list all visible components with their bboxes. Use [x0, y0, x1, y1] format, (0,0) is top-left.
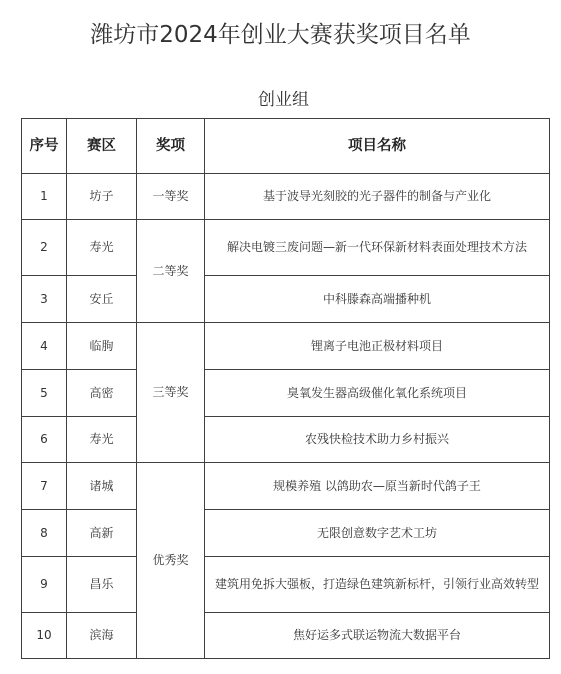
award-table — [21, 118, 550, 659]
header-award: 奖项 — [137, 119, 205, 174]
row-project: 无限创意数字艺术工坊 — [205, 510, 550, 557]
row-region: 滨海 — [67, 613, 137, 659]
row-project: 臭氧发生器高级催化氧化系统项目 — [205, 370, 550, 417]
row-region: 寿光 — [67, 220, 137, 276]
row-project: 农残快检技术助力乡村振兴 — [205, 417, 550, 463]
header-project: 项目名称 — [205, 119, 550, 174]
row-region: 临朐 — [67, 323, 137, 370]
table-row — [22, 613, 550, 659]
row-project: 基于波导光刻胶的光子器件的制备与产业化 — [205, 174, 550, 220]
row-region: 诸城 — [67, 463, 137, 510]
page-title: 潍坊市2024年创业大赛获奖项目名单 — [90, 22, 471, 48]
table-row — [22, 417, 550, 463]
row-region: 安丘 — [67, 276, 137, 323]
row-index: 7 — [22, 463, 67, 510]
row-index: 2 — [22, 220, 67, 276]
table-row — [22, 174, 550, 220]
table-row — [22, 557, 550, 613]
award-first: 一等奖 — [137, 174, 205, 220]
row-index: 9 — [22, 557, 67, 613]
table-row — [22, 276, 550, 323]
award-second: 二等奖 — [137, 220, 205, 323]
table-row — [22, 510, 550, 557]
row-project: 锂离子电池正极材料项目 — [205, 323, 550, 370]
row-index: 8 — [22, 510, 67, 557]
row-index: 4 — [22, 323, 67, 370]
row-project: 焦好运多式联运物流大数据平台 — [205, 613, 550, 659]
table-row — [22, 220, 550, 276]
row-project: 规模养殖 以鸽助农—原当新时代鸽子王 — [205, 463, 550, 510]
group-heading: 创业组 — [258, 90, 309, 110]
award-excellence: 优秀奖 — [137, 463, 205, 659]
row-region: 高新 — [67, 510, 137, 557]
row-project: 中科滕森高端播种机 — [205, 276, 550, 323]
row-region: 昌乐 — [67, 557, 137, 613]
row-region: 寿光 — [67, 417, 137, 463]
row-index: 6 — [22, 417, 67, 463]
row-project: 解决电镀三废问题—新一代环保新材料表面处理技术方法 — [205, 220, 550, 276]
row-index: 3 — [22, 276, 67, 323]
row-index: 1 — [22, 174, 67, 220]
header-region: 赛区 — [67, 119, 137, 174]
row-project: 建筑用免拆大强板，打造绿色建筑新标杆，引领行业高效转型 — [205, 557, 550, 613]
table-row — [22, 323, 550, 370]
award-third: 三等奖 — [137, 323, 205, 463]
header-index: 序号 — [22, 119, 67, 174]
row-index: 5 — [22, 370, 67, 417]
row-index: 10 — [22, 613, 67, 659]
row-region: 坊子 — [67, 174, 137, 220]
row-region: 高密 — [67, 370, 137, 417]
table-row — [22, 463, 550, 510]
table-row — [22, 370, 550, 417]
table-header-row — [22, 119, 550, 174]
